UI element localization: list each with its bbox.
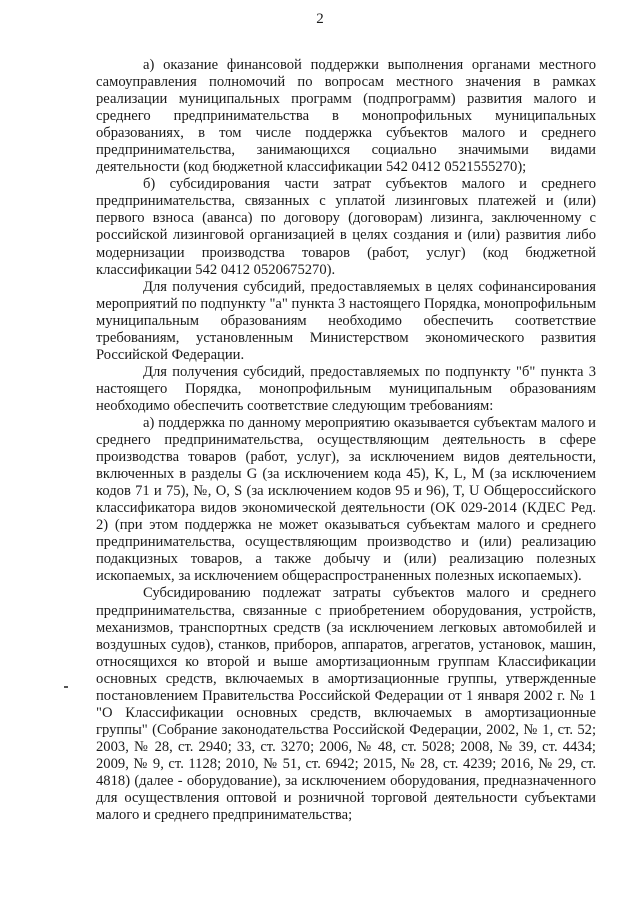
paragraph-requirement-item-a: а) поддержка по данному мероприятию оказывается субъектам малого и среднего предпринимательства, осуществляющим деятельность в сфере производства товаров (работ, услуг), за исключением видов деятельности, включенных в разделы G (за исключением кода 45), K, L, M (за исключением кодов 71 и 75), №, O, S (за исключением кодов 95 и 96), T, U Общероссийского классификатора видов экономической деятельности (ОК 029-2014 (КДЕС Ред. 2) (при этом поддержка не может оказываться субъектам малого и среднего предпринимательства, осуществляющим производство и (или) реализацию подакцизных товаров, а также добычу и (или) реализацию полезных ископаемых, за исключением общераспространенных полезных ископаемых).	[96, 414, 596, 585]
paragraph-requirements-a: Для получения субсидий, предоставляемых в целях софинансирования мероприятий по подпункту "а" пункта 3 настоящего Порядка, монопрофильным муниципальным образованиям необходимо обеспечить соответствие требованиям, установленным Министерством экономического развития Российской Федерации.	[96, 278, 596, 363]
page-number: 2	[316, 11, 324, 27]
paragraph-requirements-b-intro: Для получения субсидий, предоставляемых по подпункту "б" пункта 3 настоящего Порядка, монопрофильным муниципальным образованиям необходимо обеспечить соответствие следующим требованиям:	[96, 363, 596, 414]
paragraph-subpoint-b: б) субсидирования части затрат субъектов малого и среднего предпринимательства, связанных с уплатой лизинговых платежей и (или) первого взноса (аванса) по договору (договорам) лизинга, заключенному с российской лизинговой организацией в целях создания и (или) развития либо модернизации производства товаров (работ, услуг) (код бюджетной классификации 542 0412 0520675270).	[96, 176, 596, 278]
paragraph-subsidized-costs: Субсидированию подлежат затраты субъектов малого и среднего предпринимательства, связанные с приобретением оборудования, устройств, механизмов, транспортных средств (за исключением легковых автомобилей и воздушных судов), станков, приборов, аппаратов, агрегатов, установок, машин, относящихся ко второй и выше амортизационным группам Классификации основных средств, включаемых в амортизационные группы, утвержденные постановлением Правительства Российской Федерации от 1 января 2002 г. № 1 "О Классификации основных средств, включаемых в амортизационные группы" (Собрание законодательства Российской Федерации, 2002, № 1, ст. 52; 2003, № 28, ст. 2940; 33, ст. 3270; 2006, № 48, ст. 5028; 2008, № 39, ст. 4434; 2009, № 9, ст. 1128; 2010, № 51, ст. 6942; 2015, № 28, ст. 4239; 2016, № 29, ст. 4818) (далее - оборудование), за исключением оборудования, предназначенного для осуществления оптовой и розничной торговой деятельности субъектами малого и среднего предпринимательства;	[96, 585, 596, 824]
document-body	[96, 57, 596, 824]
paragraph-subpoint-a: а) оказание финансовой поддержки выполнения органами местного самоуправления полномочий по вопросам местного значения в рамках реализации муниципальных программ (подпрограмм) развития малого и среднего предпринимательства в монопрофильных муниципальных образованиях, в том числе поддержка субъектов малого и среднего предпринимательства, занимающихся социально значимыми видами деятельности (код бюджетной классификации 542 0412 0521555270);	[96, 57, 596, 176]
margin-mark	[64, 686, 68, 688]
